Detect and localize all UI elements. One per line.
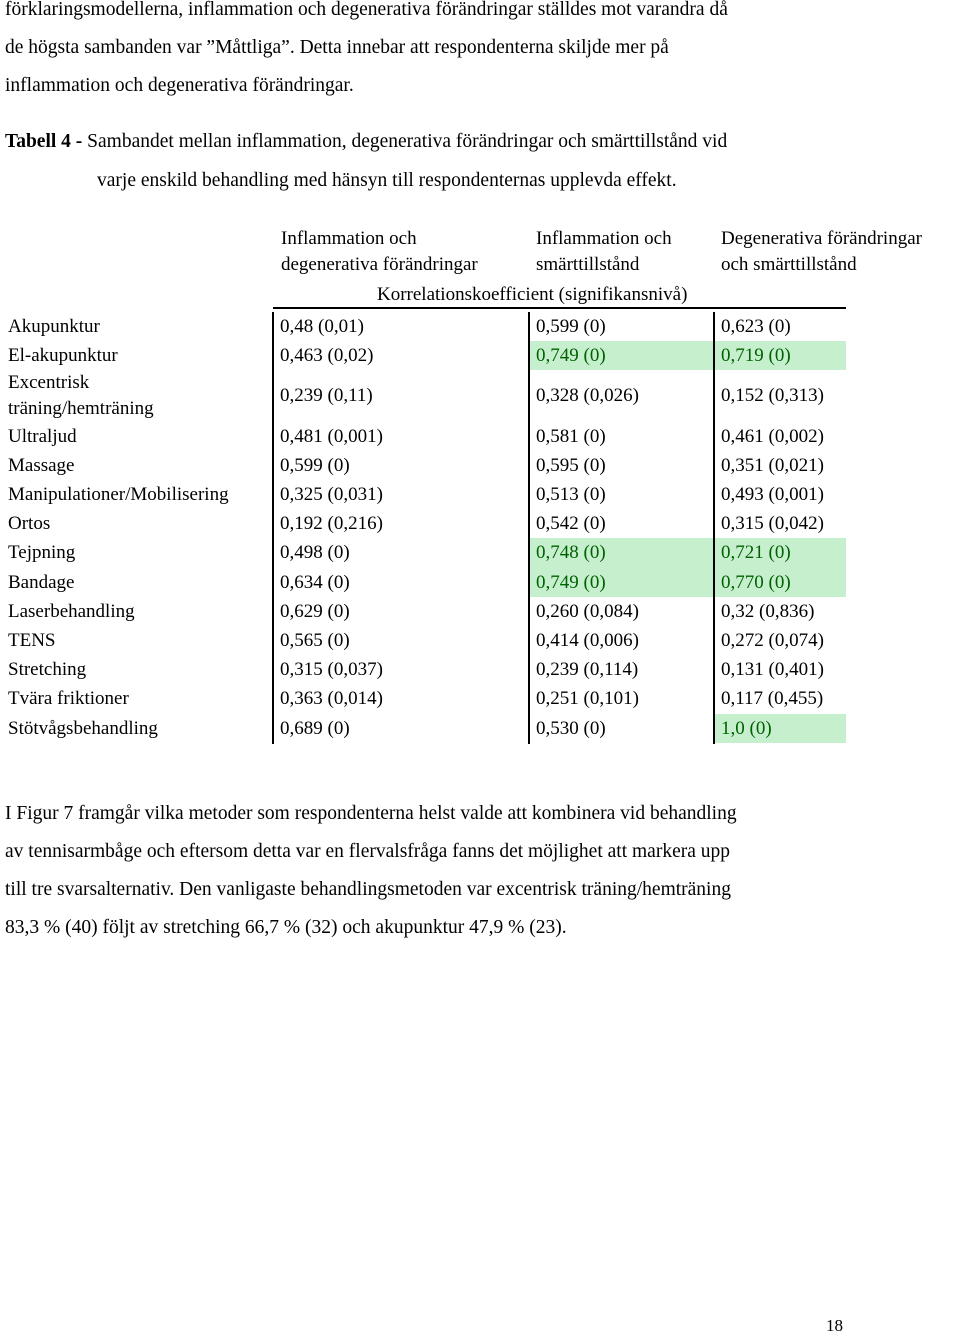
body-line: 83,3 % (40) följt av stretching 66,7 % (32) och akupunktur 47,9 % (23). — [5, 917, 567, 938]
table-cell: 0,32 (0,836) — [721, 601, 815, 622]
table-cell: 0,251 (0,101) — [536, 688, 639, 709]
table-cell: 0,623 (0) — [721, 316, 791, 337]
table-cell: 0,351 (0,021) — [721, 455, 824, 476]
column-header-degenerative-pain: Degenerativa förändringar och smärttillstånd — [721, 228, 922, 275]
table-cell: 0,463 (0,02) — [280, 345, 374, 366]
row-label: Bandage — [8, 572, 75, 593]
table-cell: 0,530 (0) — [536, 718, 606, 739]
table-cell: 0,363 (0,014) — [280, 688, 383, 709]
table-cell: 0,315 (0,037) — [280, 659, 383, 680]
table-cell: 0,513 (0) — [536, 484, 606, 505]
row-label: Stötvågsbehandling — [8, 718, 158, 739]
table-cell: 0,481 (0,001) — [280, 426, 383, 447]
table-cell: 0,461 (0,002) — [721, 426, 824, 447]
table-cell: 0,595 (0) — [536, 455, 606, 476]
body-line: I Figur 7 framgår vilka metoder som respondenterna helst valde att kombinera vid behandling — [5, 803, 737, 824]
table-cell: 0,131 (0,401) — [721, 659, 824, 680]
table-cell: 0,48 (0,01) — [280, 316, 364, 337]
table-cell: 0,542 (0) — [536, 513, 606, 534]
table-cell: 0,770 (0) — [715, 568, 846, 597]
row-label: Laserbehandling — [8, 601, 135, 622]
page-number: 18 — [826, 1316, 843, 1335]
table-cell: 0,565 (0) — [280, 630, 350, 651]
row-label: Massage — [8, 455, 75, 476]
row-label: Manipulationer/Mobilisering — [8, 484, 229, 505]
body-line: av tennisarmbåge och eftersom detta var en flervalsfråga fanns det möjlighet att markera upp — [5, 841, 730, 862]
table-cell: 0,689 (0) — [280, 718, 350, 739]
table-cell: 0,749 (0) — [530, 568, 713, 597]
column-divider — [528, 312, 530, 744]
row-label: El-akupunktur — [8, 345, 118, 366]
table-cell: 0,719 (0) — [715, 341, 846, 370]
table-cell: 0,260 (0,084) — [536, 601, 639, 622]
header-divider — [273, 307, 846, 309]
table-cell: 0,599 (0) — [280, 455, 350, 476]
intro-paragraph — [5, 0, 728, 105]
table-cell: 0,721 (0) — [715, 538, 846, 568]
table-cell: 0,239 (0,11) — [280, 385, 373, 406]
table-cell: 0,239 (0,114) — [536, 659, 639, 680]
table-cell: 0,328 (0,026) — [536, 385, 639, 406]
column-divider — [272, 312, 274, 744]
row-label: Akupunktur — [8, 316, 100, 337]
table-cell: 0,493 (0,001) — [721, 484, 824, 505]
intro-line: de högsta sambanden var ”Måttliga”. Detta innebar att respondenterna skiljde mer på — [5, 37, 669, 58]
table-cell: 0,748 (0) — [530, 538, 713, 568]
table-cell: 0,498 (0) — [280, 542, 350, 563]
row-label: Tejpning — [8, 542, 76, 563]
table-caption — [5, 131, 727, 153]
row-label: TENS — [8, 630, 56, 651]
table-cell: 0,414 (0,006) — [536, 630, 639, 651]
table-cell: 0,749 (0) — [530, 341, 713, 370]
row-label: Tvära friktioner — [8, 688, 129, 709]
table-cell: 0,315 (0,042) — [721, 513, 824, 534]
table-cell: 0,634 (0) — [280, 572, 350, 593]
table-caption-label: Tabell 4 - — [5, 131, 83, 152]
table-cell: 0,325 (0,031) — [280, 484, 383, 505]
table-cell: 0,192 (0,216) — [280, 513, 383, 534]
body-paragraph — [5, 795, 737, 947]
row-label: Ultraljud — [8, 426, 77, 447]
body-line: till tre svarsalternativ. Den vanligaste behandlingsmetoden var excentrisk träning/hemträning — [5, 879, 731, 900]
table-subheader: Korrelationskoefficient (signifikansnivå) — [377, 284, 688, 305]
table-cell: 0,152 (0,313) — [721, 385, 824, 406]
intro-line: förklaringsmodellerna, inflammation och degenerativa förändringar ställdes mot varandra då — [5, 0, 728, 20]
row-label: Excentrisk träning/hemträning — [8, 372, 154, 419]
table-caption-line1: Sambandet mellan inflammation, degenerativa förändringar och smärttillstånd vid — [82, 131, 728, 152]
column-header-inflammation-pain: Inflammation och smärttillstånd — [536, 228, 672, 275]
table-cell: 0,581 (0) — [536, 426, 606, 447]
table-cell: 0,599 (0) — [536, 316, 606, 337]
row-label: Ortos — [8, 513, 51, 534]
table-cell: 0,272 (0,074) — [721, 630, 824, 651]
table-cell: 1,0 (0) — [715, 714, 846, 743]
column-header-inflammation-degenerative: Inflammation och degenerativa förändringar — [281, 228, 478, 275]
table-cell: 0,629 (0) — [280, 601, 350, 622]
column-divider — [713, 312, 715, 744]
table-cell: 0,117 (0,455) — [721, 688, 824, 709]
row-label: Stretching — [8, 659, 87, 680]
table-caption-line2: varje enskild behandling med hänsyn till respondenternas upplevda effekt. — [97, 170, 677, 191]
intro-line: inflammation och degenerativa förändringar. — [5, 75, 354, 96]
